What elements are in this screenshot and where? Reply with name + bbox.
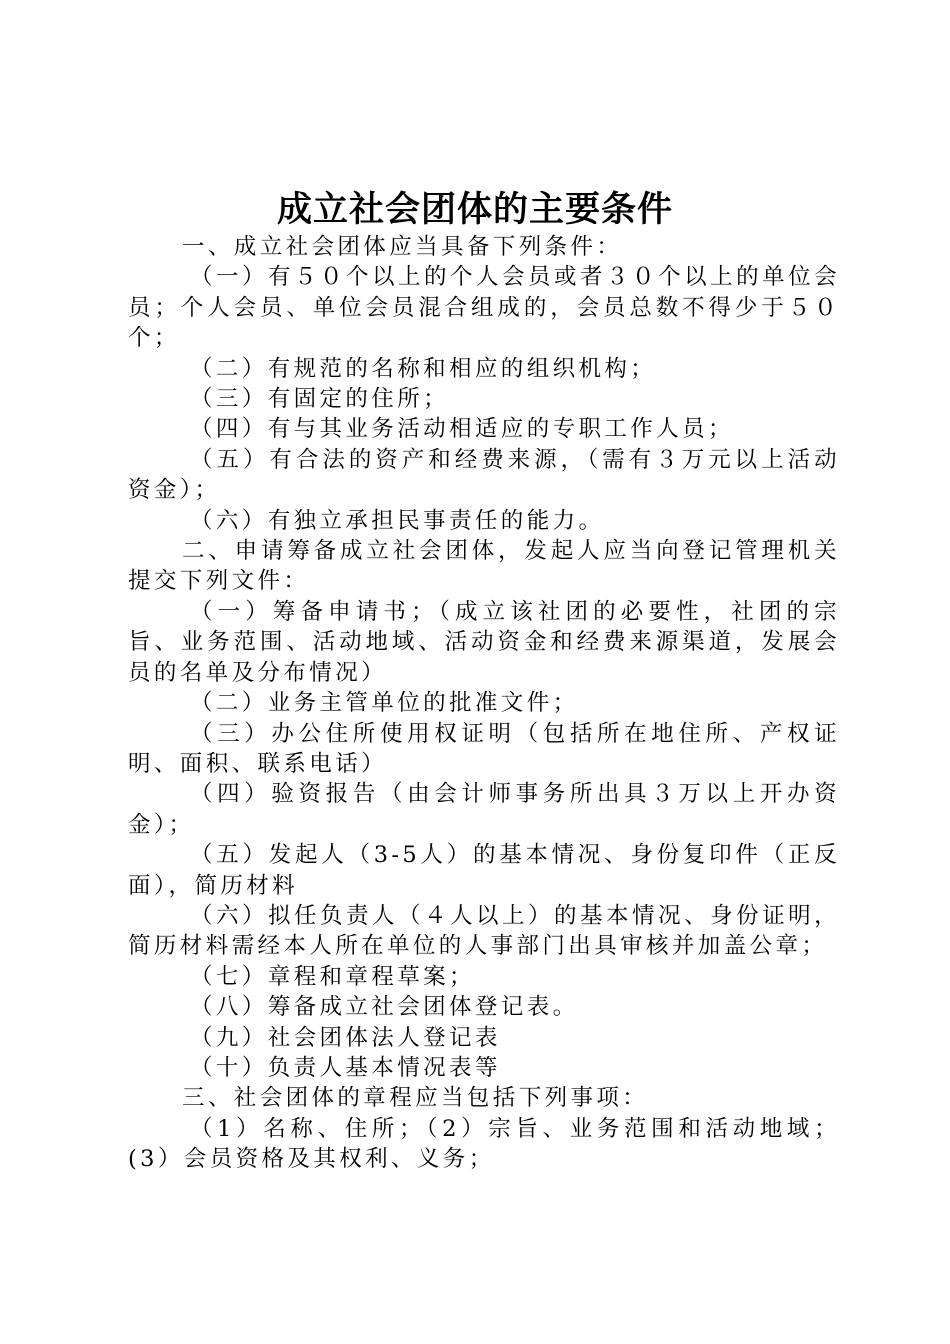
paragraph-condition-2: （二）有规范的名称和相应的组织机构； xyxy=(190,355,657,382)
section-heading-3: 三、社会团体的章程应当包括下列事项： xyxy=(182,1085,649,1112)
paragraph-file-9: （九）社会团体法人登记表 xyxy=(190,1024,501,1051)
paragraph-file-8: （八）筹备成立社会团体登记表。 xyxy=(190,994,579,1021)
paragraph-file-10: （十）负责人基本情况表等 xyxy=(190,1054,501,1081)
paragraph-file-2: （二）业务主管单位的批准文件； xyxy=(190,690,579,717)
section-heading-2: 二、申请筹备成立社会团体，发起人应当向登记管理机关提交下列文件： xyxy=(128,538,840,595)
paragraph-file-6: （六）拟任负责人（４人以上）的基本情况、身份证明，简历材料需经本人所在单位的人事部门出具审核并加盖公章； xyxy=(128,902,840,960)
document-title: 成立社会团体的主要条件 xyxy=(276,189,673,230)
paragraph-file-1: （一）筹备申请书；（成立该社团的必要性，社团的宗旨、业务范围、活动地域、活动资金和经费来源渠道，发展会员的名单及分布情况） xyxy=(128,598,840,686)
paragraph-condition-6: （六）有独立承担民事责任的能力。 xyxy=(190,507,605,534)
paragraph-condition-4: （四）有与其业务活动相适应的专职工作人员； xyxy=(190,416,734,443)
paragraph-condition-1: （一）有５０个以上的个人会员或者３０个以上的单位会员；个人会员、单位会员混合组成的，会员总数不得少于５０个； xyxy=(128,264,840,352)
document-body xyxy=(128,232,840,1175)
paragraph-file-4: （四）验资报告（由会计师事务所出具３万以上开办资金）； xyxy=(128,781,840,838)
section-heading-1: 一、成立社会团体应当具备下列条件： xyxy=(182,234,623,260)
paragraph-charter-items: （1）名称、住所；（2）宗旨、业务范围和活动地域；(3）会员资格及其权利、义务； xyxy=(128,1115,840,1173)
paragraph-condition-5: （五）有合法的资产和经费来源，（需有３万元以上活动资金）； xyxy=(128,446,840,504)
paragraph-file-3: （三）办公住所使用权证明（包括所在地住所、产权证明、面积、联系电话） xyxy=(128,720,840,777)
paragraph-file-7: （七）章程和章程草案； xyxy=(190,963,475,990)
paragraph-file-5: （五）发起人（3-5人）的基本情况、身份复印件（正反面），简历材料 xyxy=(128,842,840,899)
paragraph-condition-3: （三）有固定的住所； xyxy=(190,386,450,413)
